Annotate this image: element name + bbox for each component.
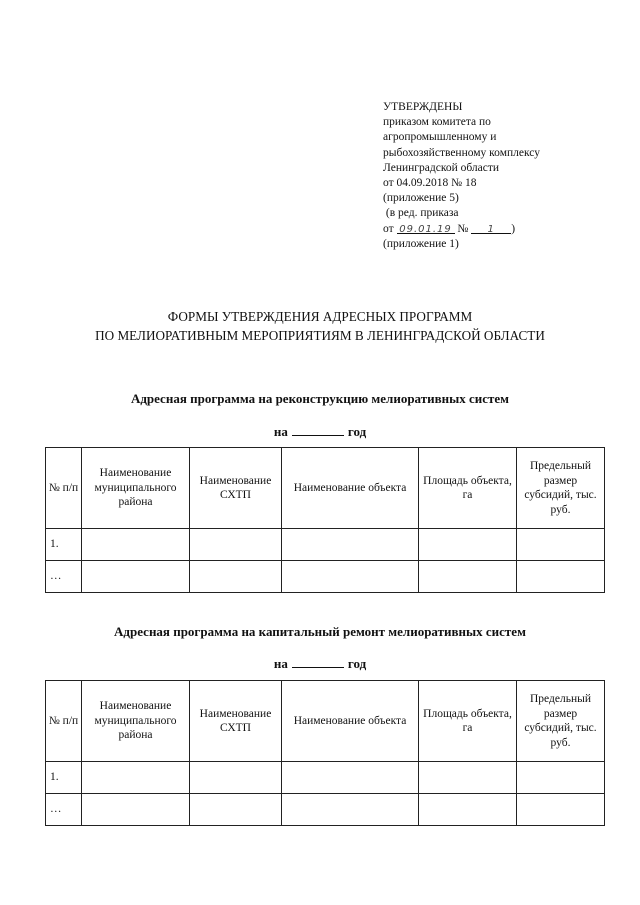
row-number: … [46, 561, 82, 593]
table-cell [82, 794, 190, 826]
table-cell [82, 762, 190, 794]
table-cell [82, 529, 190, 561]
section-title-reconstruction: Адресная программа на реконструкцию мелиоративных систем [130, 391, 510, 406]
table-cell [419, 794, 517, 826]
approval-line: агропромышленному и [383, 131, 497, 144]
table-cell [282, 529, 419, 561]
col-header-subsidy: Предельный размер субсидий, тыс. руб. [517, 448, 605, 529]
document-title-line1: ФОРМЫ УТВЕРЖДЕНИЯ АДРЕСНЫХ ПРОГРАММ [167, 309, 473, 324]
table-cell [190, 529, 282, 561]
year-suffix: год [347, 424, 367, 439]
table-cell [282, 762, 419, 794]
year-blank [292, 423, 344, 436]
col-header-skhtp: Наименование СХТП [190, 448, 282, 529]
table-header-row [46, 448, 605, 529]
approval-line: приказом комитета по [383, 116, 491, 129]
table-cell [190, 794, 282, 826]
col-header-district: Наименование муниципального района [82, 681, 190, 762]
table-cell [419, 561, 517, 593]
year-suffix: год [347, 656, 367, 671]
approval-line: Ленинградской области [383, 161, 500, 174]
col-header-number: № п/п [46, 448, 82, 529]
table-cell [190, 762, 282, 794]
table-cell [419, 529, 517, 561]
table-row [46, 529, 605, 561]
row-number: 1. [46, 762, 82, 794]
table-cell [517, 794, 605, 826]
table-row [46, 561, 605, 593]
col-header-object: Наименование объекта [282, 448, 419, 529]
col-header-area: Площадь объекта, га [419, 681, 517, 762]
table-cell [517, 561, 605, 593]
year-blank [292, 655, 344, 668]
section-title-capital-repair: Адресная программа на капитальный ремонт мелиоративных систем [114, 624, 526, 639]
approval-last-line: (приложение 1) [383, 237, 459, 250]
amend-number-prefix: № [457, 222, 469, 235]
amend-date-handwritten: 09.01.19 [399, 223, 452, 235]
table-header-row [46, 681, 605, 762]
table-cell [517, 529, 605, 561]
table-row [46, 794, 605, 826]
amend-prefix: от [383, 222, 394, 235]
program-table-reconstruction [45, 447, 605, 593]
year-line-reconstruction [0, 423, 640, 440]
row-number: … [46, 794, 82, 826]
approval-line: от 04.09.2018 № 18 [383, 177, 477, 190]
amend-suffix: ) [511, 222, 516, 235]
table-cell [419, 762, 517, 794]
row-number: 1. [46, 529, 82, 561]
approval-line: УТВЕРЖДЕНЫ [383, 101, 463, 113]
table-cell [190, 561, 282, 593]
amend-number-handwritten: 1 [487, 223, 495, 235]
col-header-object: Наименование объекта [282, 681, 419, 762]
document-title-line2: ПО МЕЛИОРАТИВНЫМ МЕРОПРИЯТИЯМ В ЛЕНИНГРАДСКОЙ ОБЛАСТИ [95, 328, 545, 343]
document-title [0, 307, 640, 345]
approval-line: (приложение 5) [383, 192, 459, 205]
amend-date-field [397, 222, 455, 234]
year-prefix: на [273, 656, 288, 671]
table-row [46, 762, 605, 794]
col-header-subsidy: Предельный размер субсидий, тыс. руб. [517, 681, 605, 762]
col-header-area: Площадь объекта, га [419, 448, 517, 529]
approval-line: рыбохозяйственному комплексу [383, 146, 540, 159]
table-cell [282, 794, 419, 826]
table-cell [82, 561, 190, 593]
year-line-capital-repair [0, 655, 640, 672]
program-table-capital-repair [45, 680, 605, 826]
amendment-line [383, 222, 623, 237]
amend-number-field [471, 222, 511, 234]
table-cell [282, 561, 419, 593]
col-header-skhtp: Наименование СХТП [190, 681, 282, 762]
col-header-district: Наименование муниципального района [82, 448, 190, 529]
table-cell [517, 762, 605, 794]
approval-line: (в ред. приказа [383, 207, 459, 220]
year-prefix: на [273, 424, 288, 439]
approval-block [383, 100, 623, 252]
col-header-number: № п/п [46, 681, 82, 762]
